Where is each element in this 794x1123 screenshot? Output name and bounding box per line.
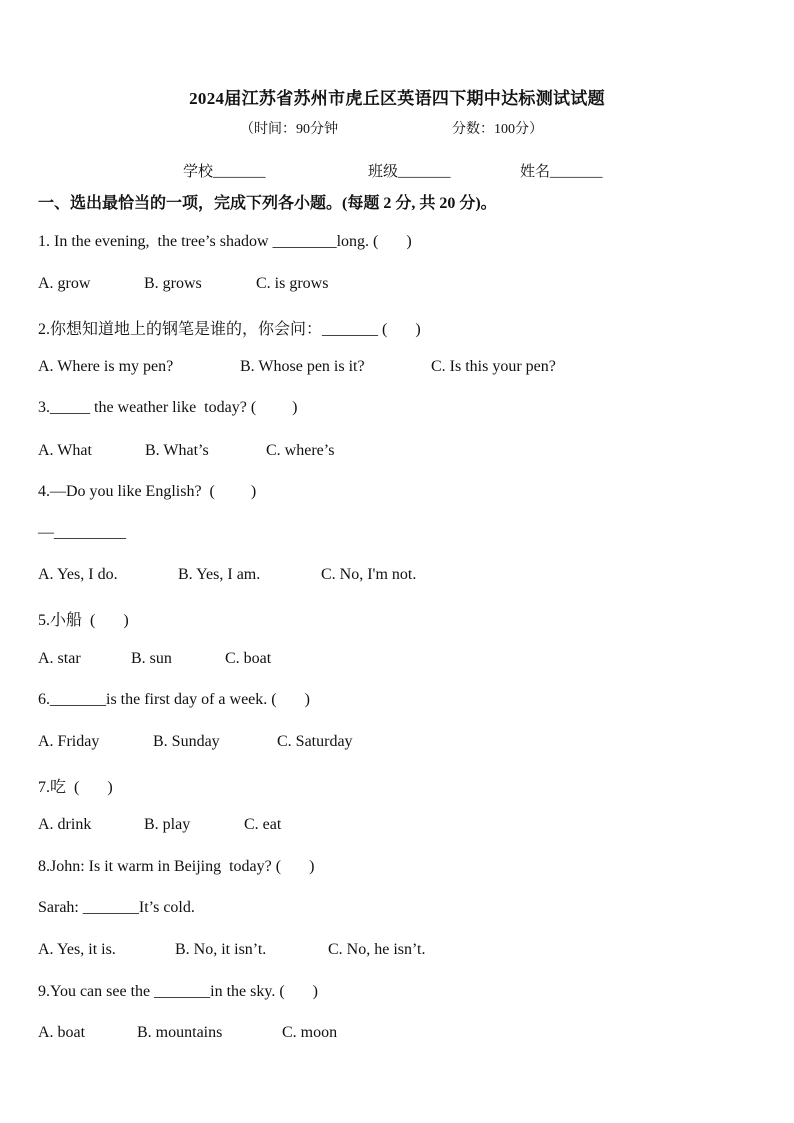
question-6-option-a: A. Friday (38, 733, 100, 750)
question-3-option-a: A. What (38, 442, 92, 459)
question-5-option-c: C. boat (225, 650, 272, 667)
question-7-option-a: A. drink (38, 816, 92, 833)
question-8-option-b: B. No, it isn’t. (175, 941, 267, 958)
class-field: 班级_______ (368, 164, 451, 180)
page-title: 2024届江苏省苏州市虎丘区英语四下期中达标测试试题 (189, 89, 605, 108)
question-3-option-c: C. where’s (266, 442, 335, 459)
exam-time: （时间：90分钟 (240, 122, 338, 137)
question-2-option-a: A. Where is my pen? (38, 358, 174, 375)
question-5-option-a: A. star (38, 650, 81, 667)
question-8-stem: 8.John: Is it warm in Beijing today? ( ) (38, 858, 315, 875)
question-2-option-c: C. Is this your pen? (431, 358, 556, 375)
question-8-dialogue-line: Sarah: _______It’s cold. (38, 899, 195, 916)
question-3-stem: 3._____ the weather like today? ( ) (38, 399, 298, 416)
name-field: 姓名_______ (520, 164, 603, 180)
question-9-option-b: B. mountains (137, 1024, 223, 1041)
question-4-option-b: B. Yes, I am. (178, 566, 261, 583)
question-8-option-c: C. No, he isn’t. (328, 941, 426, 958)
question-5-option-b: B. sun (131, 650, 172, 667)
question-1-option-a: A. grow (38, 275, 91, 292)
question-5-stem: 5.小船 ( ) (38, 612, 129, 629)
question-4-stem: 4.—Do you like English? ( ) (38, 483, 257, 500)
question-1-option-c: C. is grows (256, 275, 329, 292)
question-7-option-c: C. eat (244, 816, 282, 833)
question-7-option-b: B. play (144, 816, 191, 833)
question-4-option-c: C. No, I'm not. (321, 566, 417, 583)
question-8-option-a: A. Yes, it is. (38, 941, 116, 958)
question-9-option-c: C. moon (282, 1024, 338, 1041)
question-9-option-a: A. boat (38, 1024, 86, 1041)
question-7-stem: 7.吃 ( ) (38, 779, 113, 796)
question-6-stem: 6._______is the first day of a week. ( ) (38, 691, 310, 708)
question-2-option-b: B. Whose pen is it? (240, 358, 365, 375)
question-4-answer-line: —_________ (38, 524, 126, 541)
question-1-stem: 1. In the evening, the tree’s shadow ________long. ( ) (38, 233, 412, 250)
question-4-option-a: A. Yes, I do. (38, 566, 118, 583)
question-2-stem: 2.你想知道地上的钢笔是谁的，你会问：_______ ( ) (38, 321, 421, 338)
question-6-option-c: C. Saturday (277, 733, 353, 750)
question-1-option-b: B. grows (144, 275, 202, 292)
exam-score: 分数：100分） (452, 122, 543, 137)
question-6-option-b: B. Sunday (153, 733, 220, 750)
question-3-option-b: B. What’s (145, 442, 209, 459)
school-field: 学校_______ (183, 164, 266, 180)
question-9-stem: 9.You can see the _______in the sky. ( ) (38, 983, 318, 1000)
section-heading: 一、选出最恰当的一项，完成下列各小题。(每题 2 分, 共 20 分)。 (38, 195, 497, 212)
